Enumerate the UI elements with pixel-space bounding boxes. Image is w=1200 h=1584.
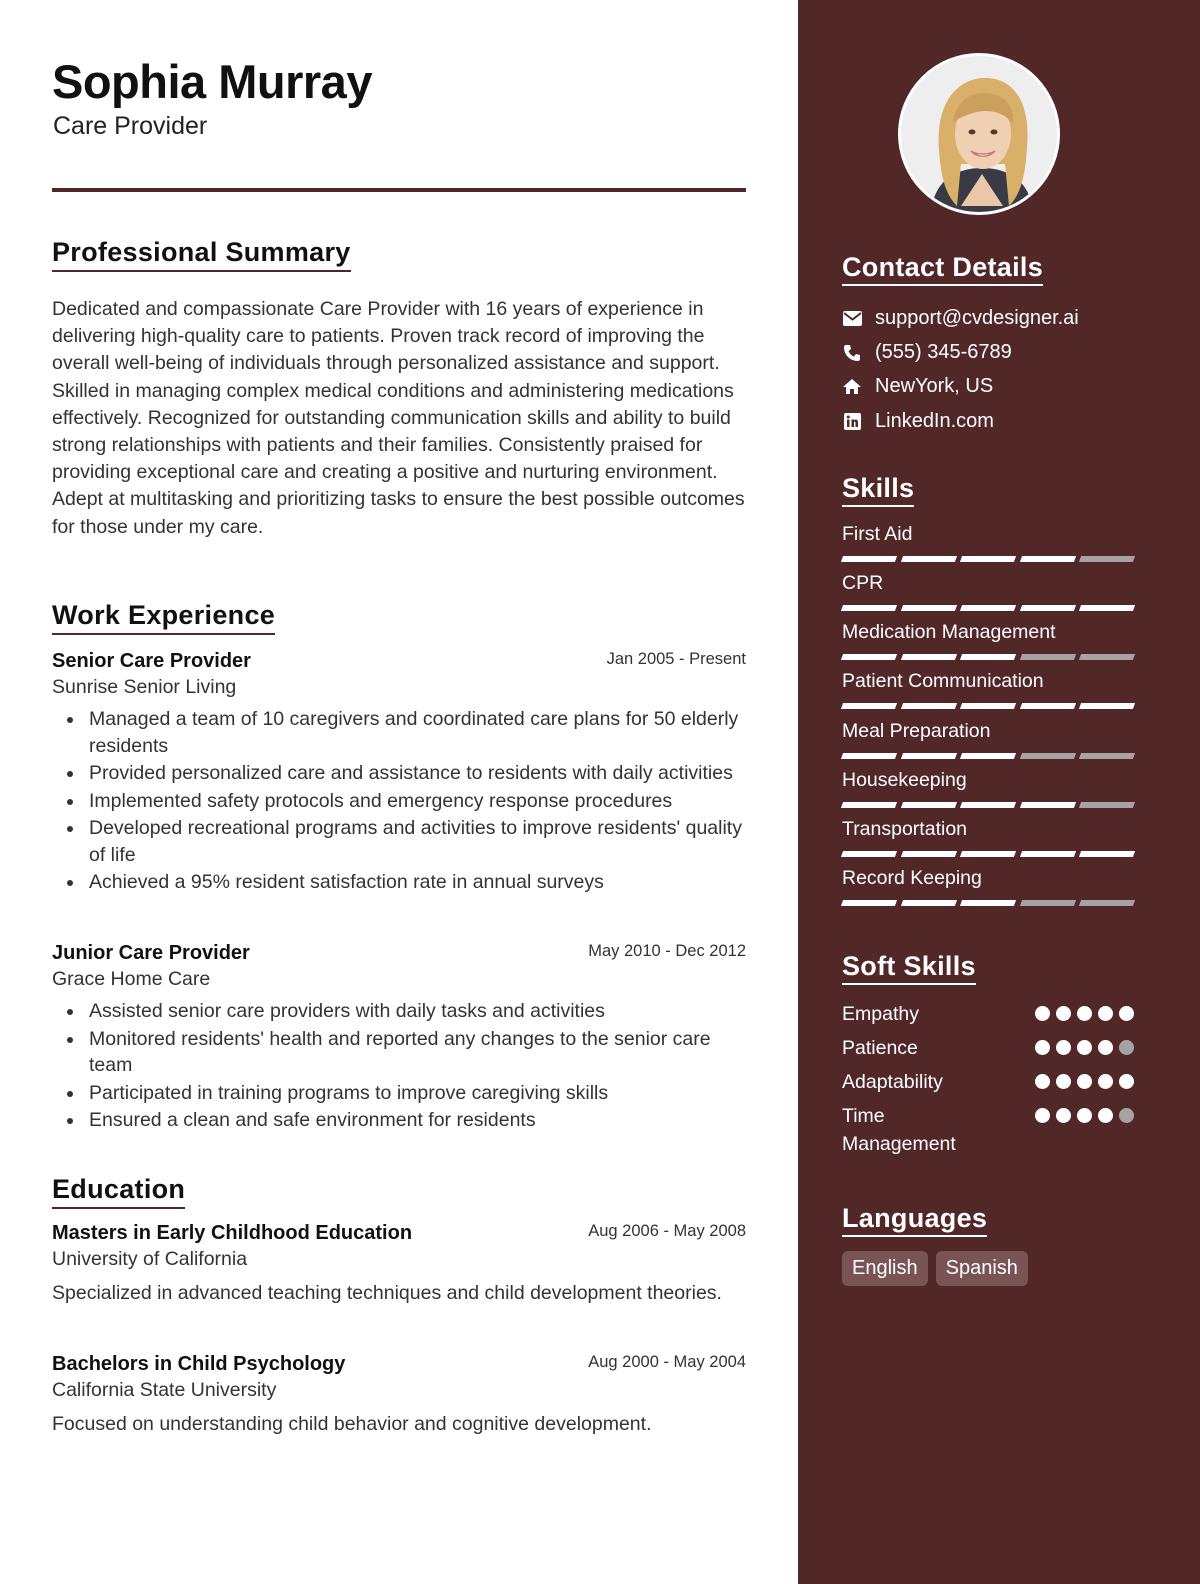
rating-dot: [1035, 1108, 1050, 1123]
rating-dot: [1098, 1074, 1113, 1089]
skill-level-segment: [960, 753, 1016, 759]
contact-email-text: support@cvdesigner.ai: [875, 307, 1079, 329]
rating-dot: [1035, 1040, 1050, 1055]
soft-skill-label: Empathy: [842, 1003, 919, 1025]
skill-level-segment: [841, 556, 897, 562]
job-bullets: [52, 998, 746, 1134]
language-chip: Spanish: [936, 1251, 1028, 1286]
skill-level-segment: [1020, 703, 1076, 709]
skill-level-segment: [960, 851, 1016, 857]
list-item: Ensured a clean and safe environment for residents: [52, 1107, 746, 1134]
contact-linkedin-text: LinkedIn.com: [875, 410, 994, 432]
skill-level-segment: [1079, 556, 1135, 562]
skill-level-segment: [901, 802, 957, 808]
degree-title: Masters in Early Childhood Education: [52, 1222, 413, 1244]
portrait-illustration: [901, 56, 1060, 215]
rating-dot: [1035, 1074, 1050, 1089]
skill-item: [842, 769, 1134, 808]
skill-level-bar: [842, 900, 1134, 906]
education-heading: Education: [52, 1174, 185, 1209]
education-description: Specialized in advanced teaching techniques and child development theories.: [52, 1282, 722, 1304]
home-icon: [842, 377, 862, 397]
degree-title: Bachelors in Child Psychology: [52, 1353, 346, 1375]
soft-skill-rating: [1035, 1040, 1134, 1055]
skill-level-bar: [842, 851, 1134, 857]
skill-level-segment: [841, 654, 897, 660]
job-entry: [52, 650, 746, 896]
envelope-icon: [842, 309, 862, 329]
experience-heading: Work Experience: [52, 600, 275, 635]
skill-level-segment: [1020, 802, 1076, 808]
skill-level-segment: [901, 556, 957, 562]
soft-skill-item: [842, 1000, 1134, 1028]
soft-skill-label: Time Management: [842, 1105, 956, 1155]
skill-level-segment: [1079, 802, 1135, 808]
skill-item: [842, 720, 1134, 759]
soft-skill-rating: [1035, 1108, 1134, 1123]
skill-level-segment: [1020, 556, 1076, 562]
skill-level-segment: [901, 900, 957, 906]
skill-level-segment: [841, 802, 897, 808]
rating-dot: [1119, 1006, 1134, 1021]
rating-dot: [1056, 1074, 1071, 1089]
skill-level-segment: [1079, 654, 1135, 660]
list-item: Participated in training programs to improve caregiving skills: [52, 1080, 746, 1107]
skill-level-segment: [901, 851, 957, 857]
list-item: Achieved a 95% resident satisfaction rate in annual surveys: [52, 869, 746, 896]
list-item: Developed recreational programs and activities to improve residents' quality of life: [52, 815, 746, 868]
list-item: Provided personalized care and assistance to residents with daily activities: [52, 760, 746, 787]
profile-photo: [898, 53, 1060, 215]
rating-dot: [1056, 1040, 1071, 1055]
contact-location: [842, 375, 993, 398]
skill-level-segment: [1079, 851, 1135, 857]
list-item: Monitored residents' health and reported any changes to the senior care team: [52, 1026, 746, 1079]
job-title: Junior Care Provider: [52, 942, 250, 964]
soft-skill-label: Patience: [842, 1037, 918, 1059]
job-company: Sunrise Senior Living: [52, 676, 237, 698]
rating-dot: [1119, 1074, 1134, 1089]
skill-level-segment: [1079, 703, 1135, 709]
contact-phone-text: (555) 345-6789: [875, 341, 1012, 363]
skill-item: [842, 523, 1134, 562]
skill-label: Housekeeping: [842, 769, 967, 791]
skill-level-segment: [841, 605, 897, 611]
skill-level-segment: [901, 654, 957, 660]
rating-dot: [1098, 1040, 1113, 1055]
contact-phone[interactable]: [842, 341, 1012, 364]
language-chip: English: [842, 1251, 928, 1286]
rating-dot: [1119, 1108, 1134, 1123]
header-divider: [52, 188, 746, 192]
skill-item: [842, 572, 1134, 611]
skill-level-segment: [1020, 900, 1076, 906]
rating-dot: [1119, 1040, 1134, 1055]
skill-level-segment: [841, 753, 897, 759]
skill-label: Record Keeping: [842, 867, 982, 889]
job-bullets: [52, 706, 746, 896]
rating-dot: [1056, 1006, 1071, 1021]
skill-label: Medication Management: [842, 621, 1056, 643]
skill-label: First Aid: [842, 523, 913, 545]
rating-dot: [1077, 1040, 1092, 1055]
skill-level-segment: [960, 703, 1016, 709]
summary-text: Dedicated and compassionate Care Provider with 16 years of experience in delivering high-quality care to patients. Proven track record of improving the overall well-being of individuals through personalized assistance and support. Skilled in managing complex medical conditions and administering medications effectively. Recognized for outstanding communication skills and ability to build strong relationships with patients and their families. Consistently praised for providing exceptional care and creating a positive and nurturing environment. Adept at multitasking and prioritizing tasks to ensure the best possible outcomes for those under my care.: [52, 298, 745, 538]
skill-level-bar: [842, 654, 1134, 660]
job-date: May 2010 - Dec 2012: [588, 942, 746, 960]
soft-skill-item: [842, 1102, 1134, 1158]
soft-skill-label: Adaptability: [842, 1071, 943, 1093]
skill-level-segment: [901, 605, 957, 611]
contact-heading: Contact Details: [842, 252, 1043, 286]
soft-skill-item: [842, 1068, 1134, 1096]
candidate-name: Sophia Murray: [52, 55, 372, 108]
school-name: University of California: [52, 1248, 248, 1270]
list-item: Implemented safety protocols and emergency response procedures: [52, 788, 746, 815]
summary-heading: Professional Summary: [52, 237, 351, 272]
list-item: Assisted senior care providers with daily tasks and activities: [52, 998, 746, 1025]
rating-dot: [1098, 1108, 1113, 1123]
skill-level-segment: [901, 703, 957, 709]
candidate-role: Care Provider: [53, 112, 208, 140]
contact-linkedin[interactable]: [842, 410, 994, 433]
skill-level-segment: [1079, 753, 1135, 759]
list-item: Managed a team of 10 caregivers and coordinated care plans for 50 elderly residents: [52, 706, 746, 759]
skill-level-segment: [841, 900, 897, 906]
skill-label: Meal Preparation: [842, 720, 991, 742]
skill-level-bar: [842, 556, 1134, 562]
soft-skills-heading: Soft Skills: [842, 951, 976, 985]
contact-location-text: NewYork, US: [875, 375, 994, 397]
education-description: Focused on understanding child behavior and cognitive development.: [52, 1413, 652, 1435]
job-title: Senior Care Provider: [52, 650, 251, 672]
skill-level-segment: [1020, 654, 1076, 660]
skill-level-segment: [1079, 605, 1135, 611]
skill-item: [842, 867, 1134, 906]
languages-list: [842, 1251, 1028, 1286]
skill-level-segment: [901, 753, 957, 759]
rating-dot: [1098, 1006, 1113, 1021]
skill-level-segment: [960, 900, 1016, 906]
rating-dot: [1077, 1006, 1092, 1021]
skill-item: [842, 818, 1134, 857]
linkedin-icon: [842, 412, 862, 432]
skill-level-segment: [1079, 900, 1135, 906]
education-entry: [52, 1222, 746, 1307]
skill-level-bar: [842, 753, 1134, 759]
skills-heading: Skills: [842, 473, 914, 507]
skill-label: Transportation: [842, 818, 968, 840]
skill-level-segment: [960, 802, 1016, 808]
job-company: Grace Home Care: [52, 968, 211, 990]
job-entry: [52, 942, 746, 1134]
skill-level-bar: [842, 605, 1134, 611]
job-date: Jan 2005 - Present: [606, 650, 746, 668]
school-name: California State University: [52, 1379, 277, 1401]
phone-icon: [842, 343, 862, 363]
skill-item: [842, 621, 1134, 660]
skill-label: CPR: [842, 572, 884, 594]
skill-level-bar: [842, 703, 1134, 709]
education-entry: [52, 1353, 746, 1438]
skill-level-bar: [842, 802, 1134, 808]
education-date: Aug 2000 - May 2004: [588, 1353, 746, 1371]
rating-dot: [1035, 1006, 1050, 1021]
rating-dot: [1077, 1074, 1092, 1089]
skill-level-segment: [960, 556, 1016, 562]
skill-item: [842, 670, 1134, 709]
rating-dot: [1056, 1108, 1071, 1123]
soft-skill-rating: [1035, 1074, 1134, 1089]
skill-level-segment: [960, 605, 1016, 611]
skill-level-segment: [1020, 851, 1076, 857]
soft-skill-rating: [1035, 1006, 1134, 1021]
languages-heading: Languages: [842, 1203, 987, 1237]
education-date: Aug 2006 - May 2008: [588, 1222, 746, 1240]
skill-level-segment: [841, 703, 897, 709]
skill-level-segment: [1020, 753, 1076, 759]
soft-skill-item: [842, 1034, 1134, 1062]
skill-level-segment: [960, 654, 1016, 660]
rating-dot: [1077, 1108, 1092, 1123]
skill-level-segment: [1020, 605, 1076, 611]
skill-level-segment: [841, 851, 897, 857]
skill-label: Patient Communication: [842, 670, 1044, 692]
contact-email[interactable]: [842, 307, 1079, 330]
